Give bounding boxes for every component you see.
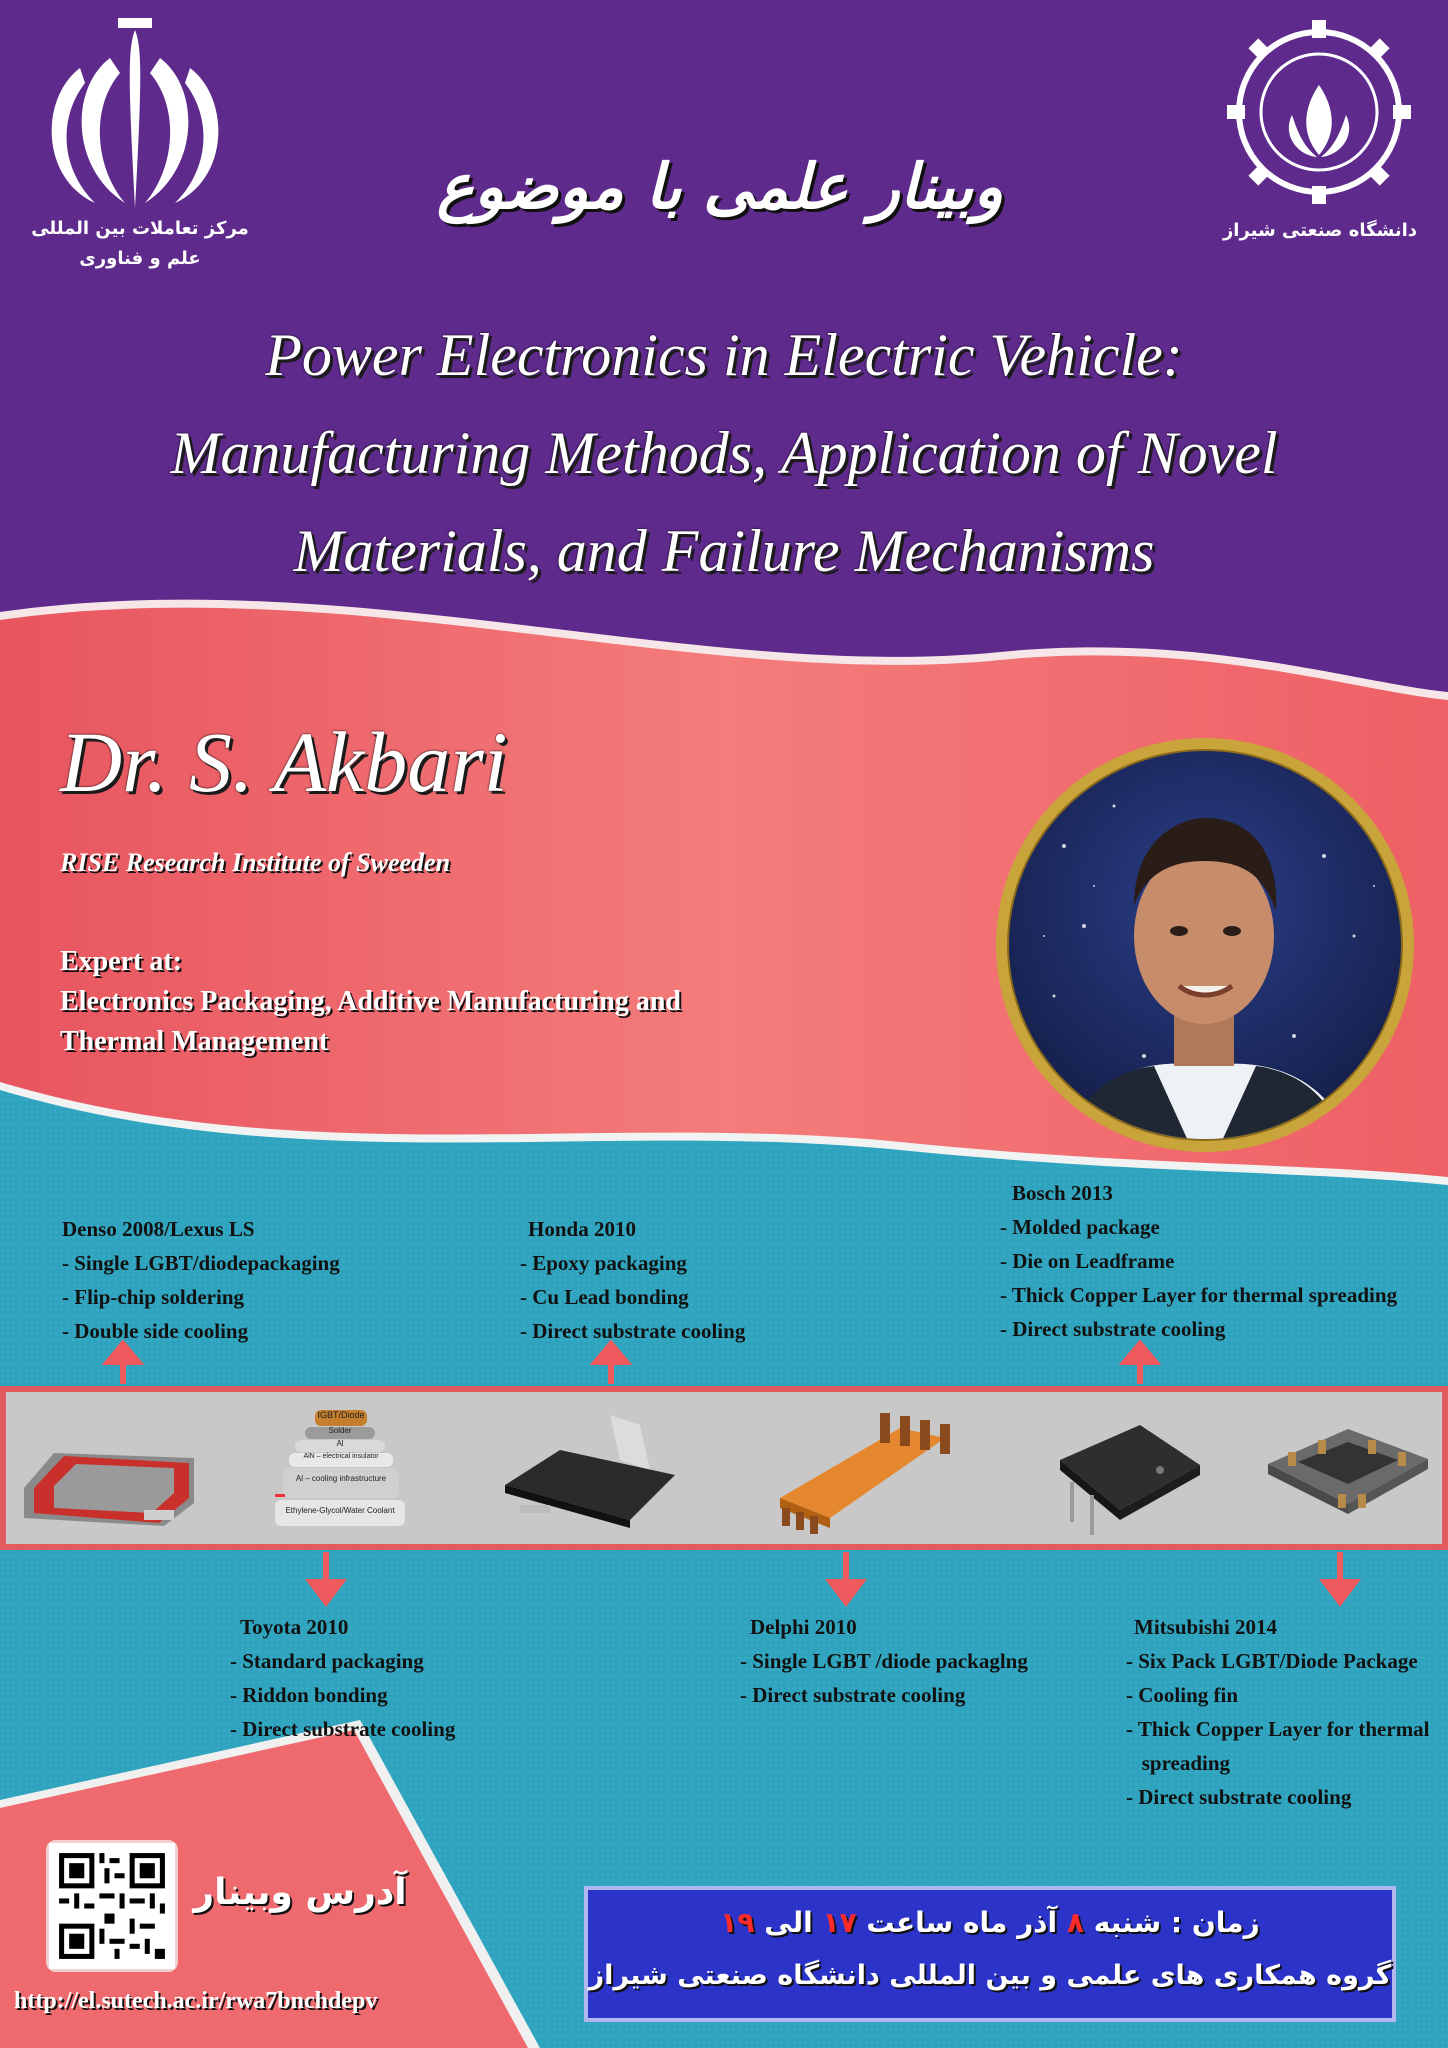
qr-code[interactable] (46, 1840, 178, 1972)
milestone-title: Mitsubishi 2014 (1134, 1615, 1277, 1639)
right-org-name: دانشگاه صنعتی شیراز (1222, 220, 1418, 241)
milestone-title: Bosch 2013 (1012, 1181, 1113, 1205)
time-hour-end: ۱۹ (720, 1906, 755, 1939)
milestone-item: - Single LGBT/diodepackaging (62, 1251, 340, 1275)
title-line-1: Power Electronics in Electric Vehicle: (265, 322, 1183, 388)
layer-stack-diagram (275, 1410, 415, 1540)
milestone-item: - Cooling fin (1126, 1683, 1239, 1707)
milestone-toyota (230, 1610, 455, 1746)
time-prefix: زمان : شنبه (1093, 1906, 1260, 1939)
milestone-item: - Molded package (1000, 1215, 1160, 1239)
title-line-2: Manufacturing Methods, Application of Novel (170, 420, 1278, 486)
layer-label: AlN – electrical insulator (303, 1453, 379, 1460)
layer-label: IGBT/Diode (317, 1410, 365, 1420)
milestone-item: - Direct substrate cooling (1000, 1317, 1226, 1341)
title-line-3: Materials, and Failure Mechanisms (293, 518, 1155, 584)
milestone-title: Denso 2008/Lexus LS (62, 1217, 255, 1241)
milestone-item: - Riddon bonding (230, 1683, 388, 1707)
time-day: ۸ (1066, 1906, 1084, 1939)
module-delphi-image (770, 1408, 970, 1538)
event-time (588, 1906, 1392, 1939)
milestone-item: - Thick Copper Layer for thermal spreading (1000, 1283, 1398, 1307)
layer-label: Al (336, 1439, 344, 1448)
milestone-title: Toyota 2010 (240, 1615, 349, 1639)
time-hour-start: ۱۷ (822, 1906, 857, 1939)
milestone-item: - Direct substrate cooling (520, 1319, 746, 1343)
milestone-item: - Direct substrate cooling (1126, 1785, 1352, 1809)
expert-line-2: Thermal Management (60, 1026, 329, 1057)
milestone-item: - Cu Lead bonding (520, 1285, 689, 1309)
event-info-box (584, 1886, 1396, 2022)
module-honda-image (500, 1410, 690, 1540)
milestone-item: - Single LGBT /diode packaglng (740, 1649, 1028, 1673)
time-month-hour: آذر ماه ساعت (866, 1906, 1058, 1939)
milestone-item: - Flip-chip soldering (62, 1285, 245, 1309)
milestone-item: - Six Pack LGBT/Diode Package (1126, 1649, 1418, 1673)
milestone-item: - Epoxy packaging (520, 1251, 687, 1275)
organizer-text: گروه همکاری های علمی و بین المللی دانشگاه صنعتی شیراز (588, 1960, 1392, 1991)
module-denso-image (14, 1428, 204, 1528)
milestone-title: Delphi 2010 (750, 1615, 857, 1639)
milestone-item: - Direct substrate cooling (230, 1717, 456, 1741)
webinar-address-label: آدرس وبینار (193, 1872, 407, 1913)
milestone-item: - Double side cooling (62, 1319, 249, 1343)
speaker-name: Dr. S. Akbari (60, 714, 508, 810)
layer-label: Ethylene-Glycol/Water Coolant (285, 1506, 395, 1515)
left-org-line2: علم و فناوری (79, 248, 201, 269)
webinar-url-link[interactable]: http://el.sutech.ac.ir/rwa7bnchdepv (14, 1988, 378, 2014)
expert-line-1: Electronics Packaging, Additive Manufacturing and (60, 986, 681, 1017)
speaker-affiliation: RISE Research Institute of Sweeden (60, 848, 451, 877)
module-bosch-image (1040, 1410, 1210, 1540)
layer-label: Al – cooling infrastructure (295, 1474, 387, 1483)
milestone-item: - Standard packaging (230, 1649, 424, 1673)
milestone-item: - Direct substrate cooling (740, 1683, 966, 1707)
left-org-line1: مرکز تعاملات بین المللی (31, 218, 249, 239)
module-mitsubishi-image (1258, 1414, 1438, 1534)
layer-label: Solder (328, 1426, 352, 1435)
webinar-heading: وبینار علمی با موضوع (436, 150, 1004, 223)
milestone-title: Honda 2010 (528, 1217, 636, 1241)
milestone-item: spreading (1126, 1751, 1231, 1775)
milestone-item: - Die on Leadframe (1000, 1249, 1175, 1273)
milestone-item: - Thick Copper Layer for thermal (1126, 1717, 1430, 1741)
milestone-delphi (740, 1610, 1028, 1712)
time-until: الی (764, 1906, 813, 1939)
milestone-mitsubishi (1126, 1610, 1430, 1814)
expert-label: Expert at: (60, 946, 183, 977)
